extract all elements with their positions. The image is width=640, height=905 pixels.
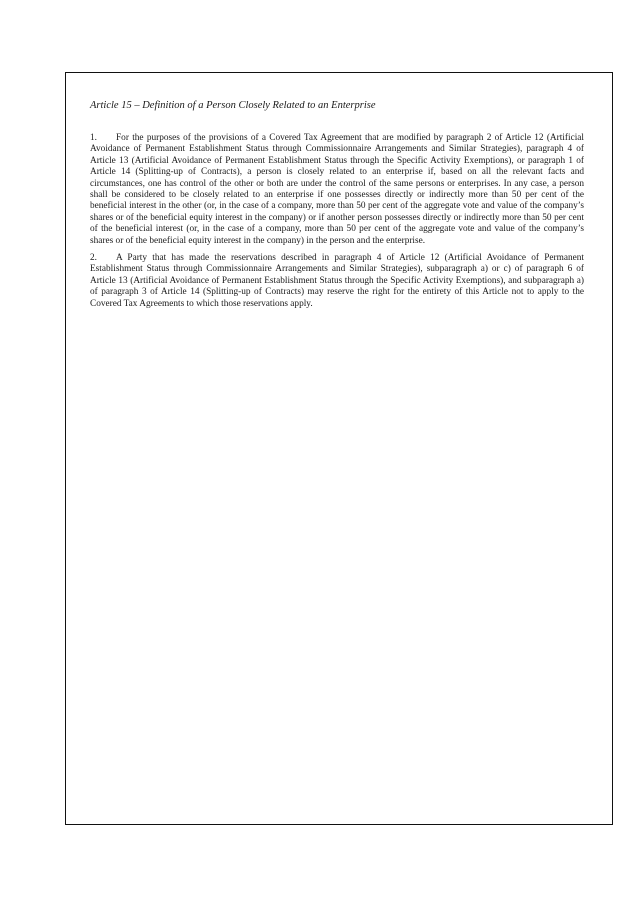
paragraph-1-text: For the purposes of the provisions of a Covered Tax Agreement that are modified by paragraph 2 of Article 12 (Artificial Avoidance of Permanent Establishment Status through Commissionnaire Arrangements and Similar Strategies), paragraph 4 of Article 13 (Artificial Avoidance of Permanent Establishment Status through the Specific Activity Exemptions), or paragraph 1 of Article 14 (Splitting-up of Contracts), a person is closely related to an enterprise if, based on all the relevant facts and circumstances, one has control of the other or both are under the control of the same persons or enterprises. In any case, a person shall be considered to be closely related to an enterprise if one possesses directly or indirectly more than 50 per cent of the beneficial interest in the other (or, in the case of a company, more than 50 per cent of the aggregate vote and value of the company’s shares or of the beneficial equity interest in the company) or if another person possesses directly or indirectly more than 50 per cent of the beneficial interest (or, in the case of a company, more than 50 per cent of the aggregate vote and value of the company’s shares or of the beneficial equity interest in the company) in the person and the enterprise.	[90, 133, 584, 246]
paragraph-1	[90, 133, 584, 247]
paragraph-1-number: 1.	[90, 133, 97, 143]
document-body	[90, 100, 584, 316]
paragraph-2-text: A Party that has made the reservations described in paragraph 4 of Article 12 (Artificial Avoidance of Permanent Establishment Status through Commissionnaire Arrangements and Similar Strategies), subparagraph a) or c) of paragraph 6 of Article 13 (Artificial Avoidance of Permanent Establishment Status through the Specific Activity Exemptions), and subparagraph a) of paragraph 3 of Article 14 (Splitting-up of Contracts) may reserve the right for the entirety of this Article not to apply to the Covered Tax Agreements to which those reservations apply.	[90, 253, 584, 309]
article-title: Article 15 – Definition of a Person Closely Related to an Enterprise	[90, 100, 376, 111]
paragraph-2-number: 2.	[90, 253, 97, 264]
paragraph-2	[90, 253, 584, 310]
